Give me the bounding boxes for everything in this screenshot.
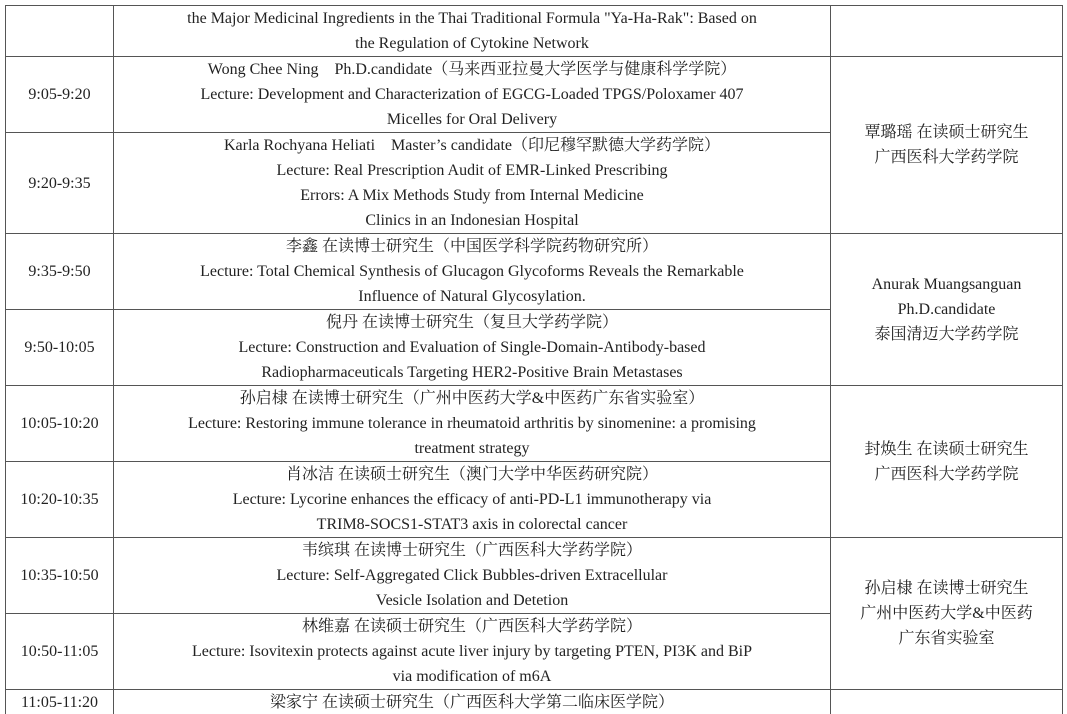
content-cell — [114, 462, 831, 538]
chair-line: 孙启棣 在读博士研究生 — [864, 580, 1029, 597]
chair-line: 广西医科大学药学院 — [874, 465, 1019, 483]
content-cell — [114, 538, 831, 614]
content-cell — [114, 133, 831, 234]
content-cell — [114, 310, 831, 386]
content-cell — [114, 614, 831, 690]
schedule-body — [6, 6, 1063, 714]
content-line: Lecture: Construction and Evaluation of Single-Domain-Antibody-based — [238, 339, 706, 356]
time-cell: 9:50-10:05 — [6, 310, 114, 386]
table-row — [6, 6, 1063, 57]
content-line: via modification of m6A — [392, 668, 552, 685]
time-cell: 10:35-10:50 — [6, 538, 114, 614]
chair-line: 广东省实验室 — [898, 630, 995, 647]
content-line: Micelles for Oral Delivery — [386, 111, 558, 128]
content-line: the Major Medicinal Ingredients in the Thai Traditional Formula "Ya-Ha-Rak": Based on — [187, 10, 757, 27]
schedule-table — [5, 5, 1063, 714]
content-line: Wong Chee Ning Ph.D.candidate（马来西亚拉曼大学医学与健康科学学院） — [207, 61, 737, 78]
content-cell — [114, 690, 831, 714]
content-line: Lecture: Lycorine enhances the efficacy of anti-PD-L1 immunotherapy via — [232, 491, 712, 508]
content-line: the Regulation of Cytokine Network — [355, 35, 589, 52]
time-cell — [6, 6, 114, 57]
content-cell — [114, 57, 831, 133]
content-line: TRIM8-SOCS1-STAT3 axis in colorectal cancer — [316, 516, 628, 533]
content-line: 倪丹 在读博士研究生（复旦大学药学院） — [325, 314, 618, 331]
content-line: Lecture: Isovitexin protects against acute liver injury by targeting PTEN, PI3K and BiP — [191, 643, 753, 660]
table-row — [6, 386, 1063, 462]
content-line: 梁家宁 在读硕士研究生（广西医科大学第二临床医学院） — [269, 694, 674, 711]
content-line: Lecture: Self-Aggregated Click Bubbles-driven Extracellular — [276, 567, 668, 584]
chair-line: 广州中医药大学&中医药 — [860, 605, 1033, 622]
chair-line: Ph.D.candidate — [897, 301, 996, 318]
content-line: Clinics in an Indonesian Hospital — [365, 212, 579, 229]
content-line: 韦缤琪 在读博士研究生（广西医科大学药学院） — [301, 542, 642, 559]
chair-cell — [831, 538, 1063, 690]
chair-line: 封焕生 在读硕士研究生 — [864, 440, 1029, 458]
chair-line: 泰国清迈大学药学院 — [874, 326, 1019, 343]
content-line: 肖冰洁 在读硕士研究生（澳门大学中华医药研究院） — [285, 466, 658, 483]
content-line: Lecture: Total Chemical Synthesis of Glucagon Glycoforms Reveals the Remarkable — [200, 263, 744, 280]
chair-cell — [831, 57, 1063, 234]
content-line: Lecture: Restoring immune tolerance in rheumatoid arthritis by sinomenine: a promising — [188, 415, 756, 432]
chair-line: 覃璐瑶 在读硕士研究生 — [864, 124, 1029, 141]
content-line: Lecture: Real Prescription Audit of EMR-Linked Prescribing — [276, 162, 668, 179]
time-cell: 9:05-9:20 — [6, 57, 114, 133]
content-line: 孙启棣 在读博士研究生（广州中医药大学&中医药广东省实验室） — [239, 390, 705, 407]
content-line: Influence of Natural Glycosylation. — [358, 288, 586, 305]
time-cell: 9:20-9:35 — [6, 133, 114, 234]
content-cell — [114, 234, 831, 310]
time-cell: 10:50-11:05 — [6, 614, 114, 690]
chair-cell — [831, 234, 1063, 386]
time-cell: 9:35-9:50 — [6, 234, 114, 310]
table-row — [6, 234, 1063, 310]
chair-line: 广西医科大学药学院 — [874, 149, 1019, 166]
content-line: 李鑫 在读博士研究生（中国医学科学院药物研究所） — [285, 238, 658, 255]
time-cell: 11:05-11:20 — [6, 690, 114, 714]
time-cell: 10:20-10:35 — [6, 462, 114, 538]
content-line: Radiopharmaceuticals Targeting HER2-Positive Brain Metastases — [261, 364, 683, 381]
content-line: Vesicle Isolation and Detetion — [375, 592, 569, 609]
table-row — [6, 538, 1063, 614]
table-row — [6, 57, 1063, 133]
content-cell — [114, 6, 831, 57]
content-cell — [114, 386, 831, 462]
content-line: Karla Rochyana Heliati Master’s candidate（印尼穆罕默德大学药学院） — [223, 137, 721, 154]
chair-cell — [831, 690, 1063, 714]
content-line: Errors: A Mix Methods Study from Internal Medicine — [300, 187, 644, 204]
content-line: treatment strategy — [414, 440, 530, 457]
chair-cell — [831, 386, 1063, 538]
chair-line: Anurak Muangsanguan — [871, 276, 1022, 293]
table-row — [6, 690, 1063, 714]
chair-cell — [831, 6, 1063, 57]
time-cell: 10:05-10:20 — [6, 386, 114, 462]
content-line: 林维嘉 在读硕士研究生（广西医科大学药学院） — [301, 618, 642, 635]
content-line: Lecture: Development and Characterization of EGCG-Loaded TPGS/Poloxamer 407 — [200, 86, 744, 103]
